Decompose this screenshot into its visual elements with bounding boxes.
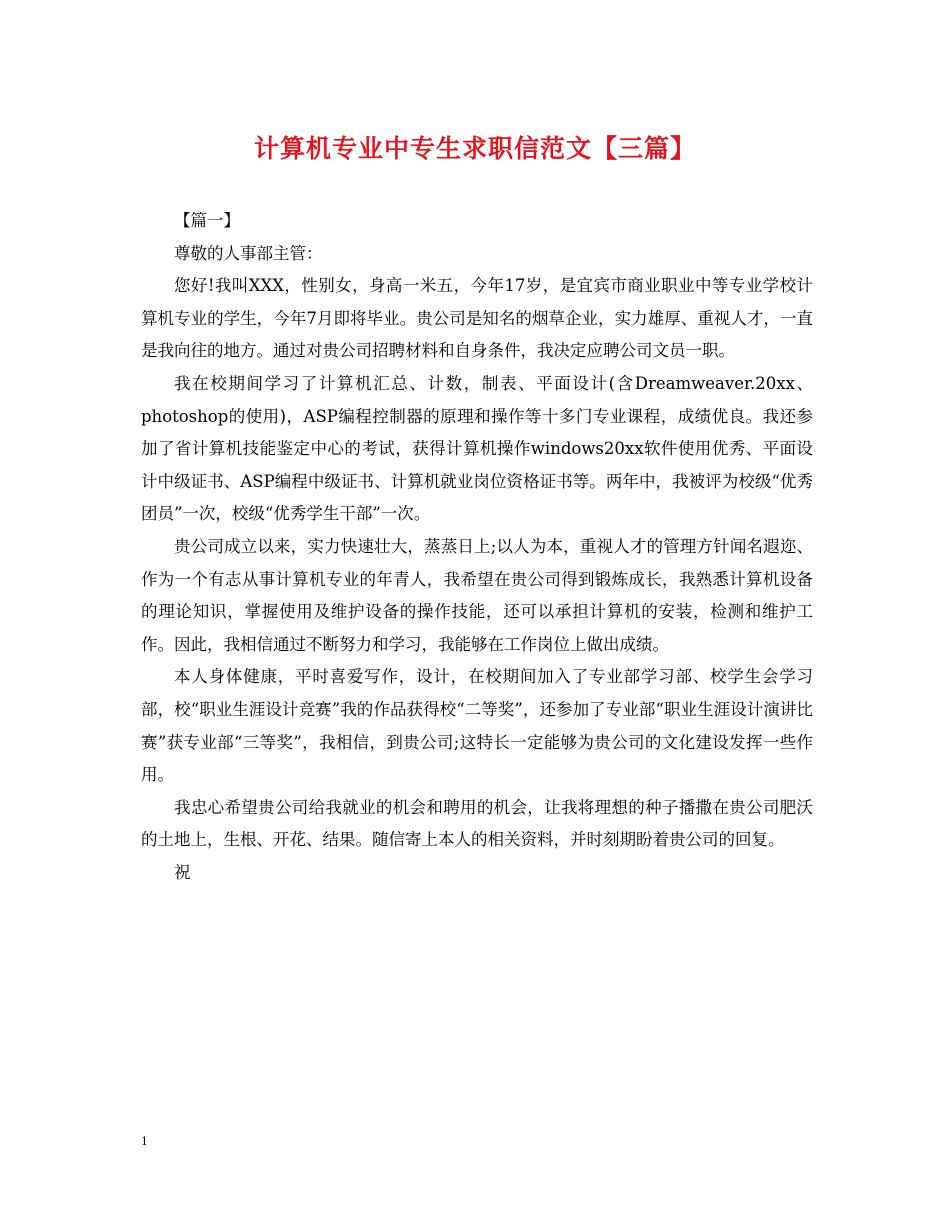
page-number: 1 bbox=[141, 1133, 148, 1148]
paragraph-company: 贵公司成立以来，实力快速壮大，蒸蒸日上;以人为本，重视人才的管理方针闻名遐迩、作为一个有志从事计算机专业的年青人，我希望在贵公司得到锻炼成长，我熟悉计算机设备的理论知识，掌握使用及维护设备的操作技能，还可以承担计算机的安装，检测和维护工作。因此，我相信通过不断努力和学习，我能够在工作岗位上做出成绩。 bbox=[141, 536, 813, 654]
section-heading: 【篇一】 bbox=[174, 211, 240, 230]
closing-wish: 祝 bbox=[174, 862, 191, 882]
document-title: 计算机专业中专生求职信范文【三篇】 bbox=[253, 134, 696, 163]
paragraph-personal: 本人身体健康，平时喜爱写作，设计，在校期间加入了专业部学习部、校学生会学习部，校“职业生涯设计竞赛”我的作品获得校“二等奖”，还参加了专业部“职业生涯设计演讲比赛”获专业部“三等奖”，我相信，到贵公司;这特长一定能够为贵公司的文化建设发挥一些作用。 bbox=[141, 667, 813, 785]
paragraph-study: 我在校期间学习了计算机汇总、计数，制表、平面设计(含Dreamweaver.20xx、photoshop的使用)，ASP编程控制器的原理和操作等十多门专业课程，成绩优良。我还参加了省计算机技能鉴定中心的考试，获得计算机操作windows20xx软件使用优秀、平面设计中级证书、ASP编程中级证书、计算机就业岗位资格证书等。两年中，我被评为校级“优秀团员”一次，校级“优秀学生干部”一次。 bbox=[141, 373, 813, 524]
document-body bbox=[141, 205, 813, 889]
paragraph-hope: 我忠心希望贵公司给我就业的机会和聘用的机会，让我将理想的种子播撒在贵公司肥沃的土地上，生根、开花、结果。随信寄上本人的相关资料，并时刻期盼着贵公司的回复。 bbox=[141, 797, 813, 850]
salutation: 尊敬的人事部主管： bbox=[174, 243, 323, 263]
paragraph-intro: 您好!我叫XXX，性别女，身高一米五，今年17岁，是宜宾市商业职业中等专业学校计算机专业的学生，今年7月即将毕业。贵公司是知名的烟草企业，实力雄厚、重视人才，一直是我向往的地方。通过对贵公司招聘材料和自身条件，我决定应聘公司文员一职。 bbox=[141, 276, 813, 361]
